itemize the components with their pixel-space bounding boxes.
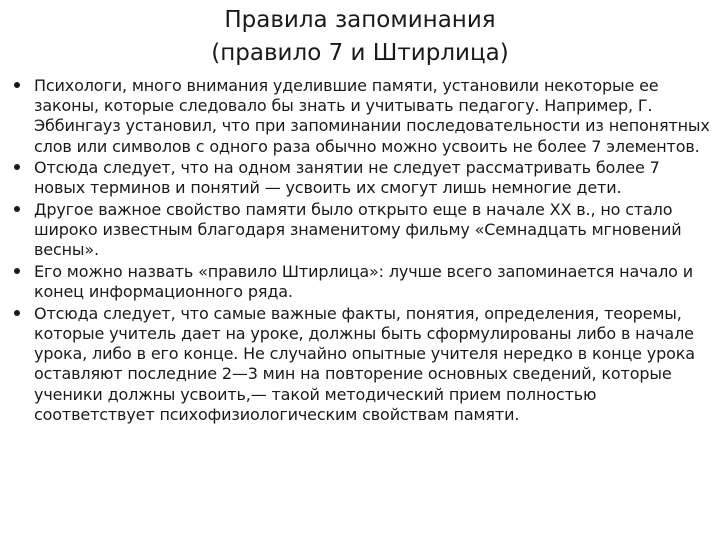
bullet-dot-icon — [14, 268, 20, 274]
bullet-item-2 — [12, 158, 712, 198]
bullet-dot-icon — [14, 82, 20, 88]
bullet-item-5 — [12, 304, 712, 425]
slide-title-line-1: Правила запоминания — [224, 7, 496, 33]
bullet-text-3: Другое важное свойство памяти было открыто еще в начале XX в., но стало широко известным благодаря знаменитому фильму «Семнадцать мгновений весны». — [34, 200, 682, 260]
bullet-item-3 — [12, 200, 712, 261]
bullet-text-2: Отсюда следует, что на одном занятии не следует рассматривать более 7 новых терминов и понятий — усвоить их смогут лишь немногие дети. — [34, 158, 660, 198]
slide-title-line-2: (правило 7 и Штирлица) — [211, 40, 509, 66]
bullet-list — [12, 76, 712, 426]
bullet-dot-icon — [14, 206, 20, 212]
bullet-item-4 — [12, 262, 712, 302]
bullet-text-4: Его можно назвать «правило Штирлица»: лучше всего запоминается начало и конец информационного ряда. — [34, 262, 693, 302]
bullet-dot-icon — [14, 310, 20, 316]
bullet-item-1 — [12, 76, 712, 157]
bullet-text-5: Отсюда следует, что самые важные факты, понятия, определения, теоремы, которые учитель дает на уроке, должны быть сформулированы либо в начале урока, либо в его конце. Не случайно опытные учителя нередко в конце урока оставляют последние 2—3 мин на повторение основных сведений, которые ученики должны усвоить,— такой методический прием полностью соответствует психофизиологическим свойствам памяти. — [34, 303, 695, 424]
bullet-dot-icon — [14, 164, 20, 170]
slide-title — [60, 4, 660, 70]
bullet-text-1: Психологи, много внимания уделившие памяти, установили некоторые ее законы, которые следовало бы знать и учитывать педагогу. Например, Г. Эббингауз установил, что при запоминании последовательности из непонятных слов или символов с одного раза обычно можно усвоить не более 7 элементов. — [34, 76, 710, 156]
